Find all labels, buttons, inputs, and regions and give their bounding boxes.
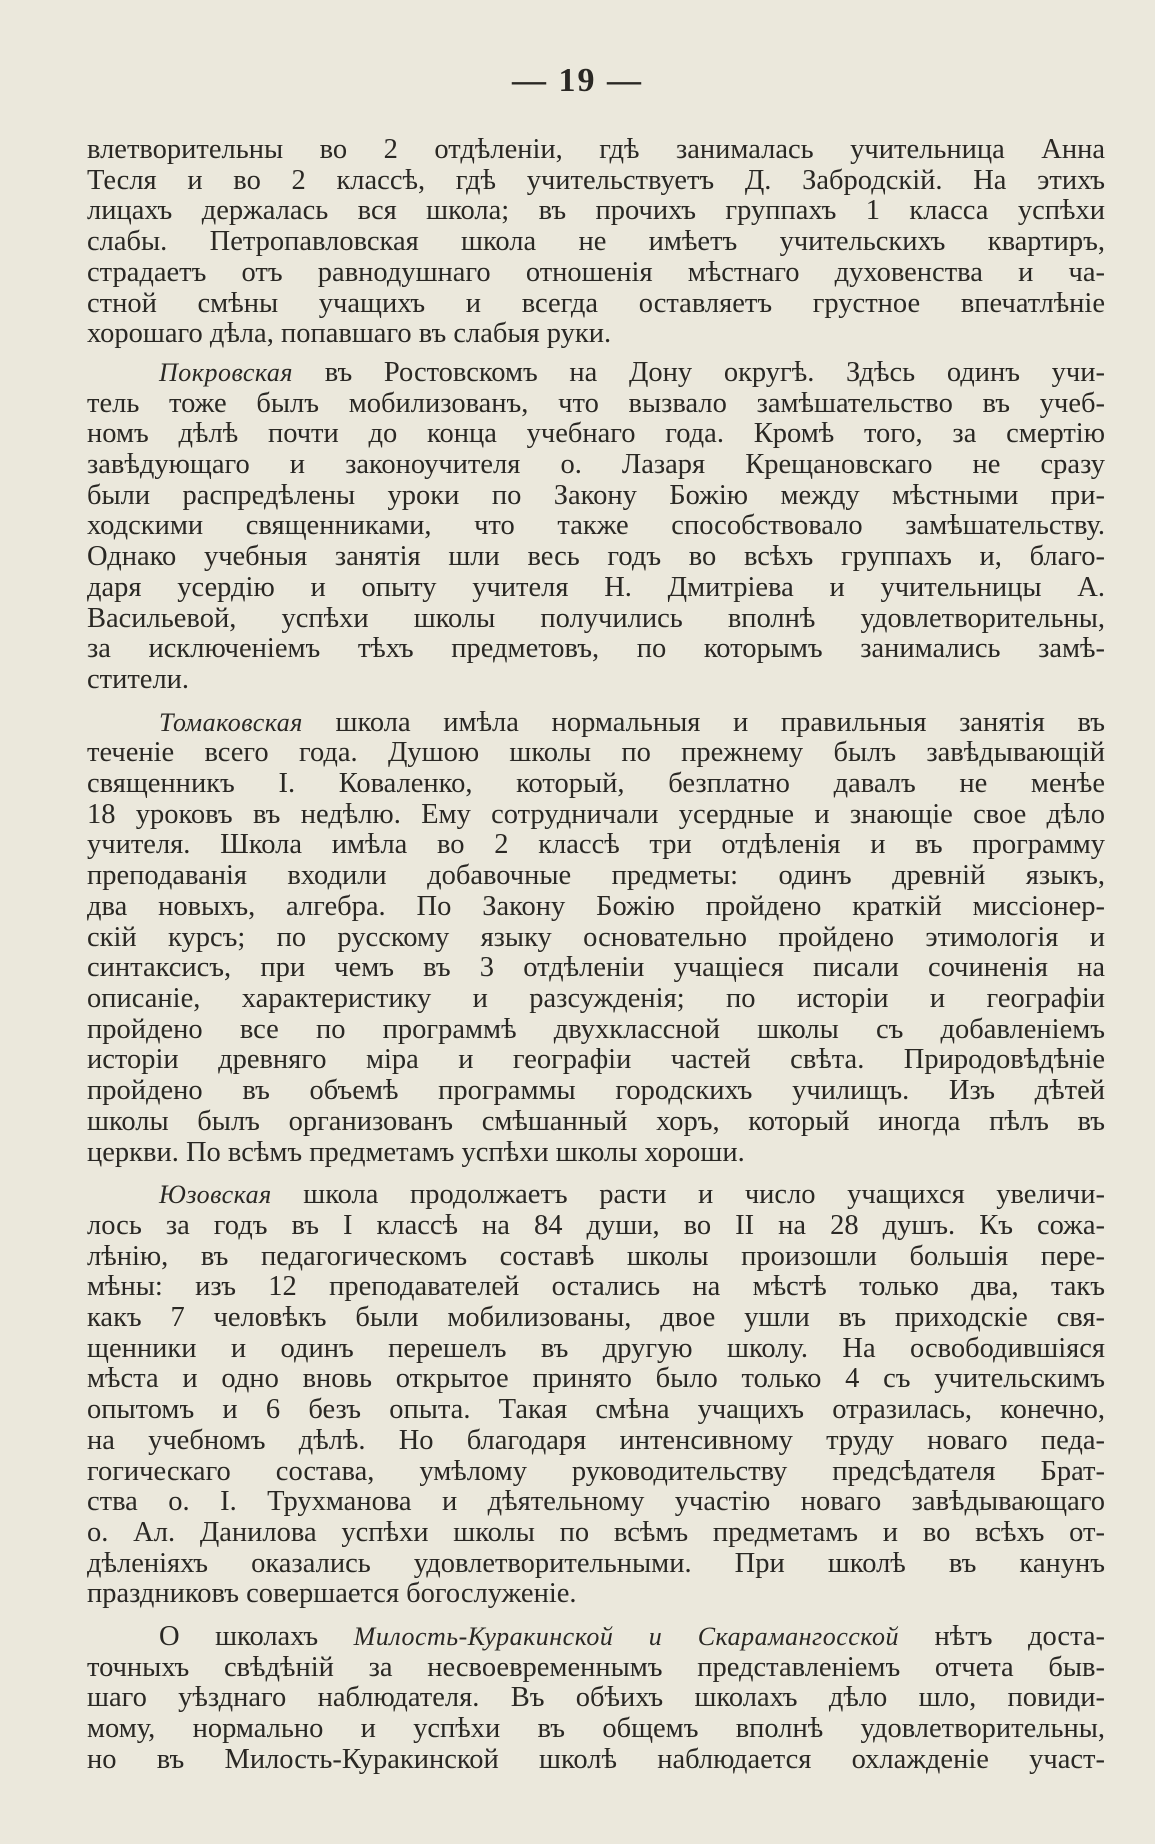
text-line <box>87 1180 1105 1211</box>
text-line: влетворительны во 2 отдѣленіи, гдѣ занималась учительница Анна <box>87 134 1105 165</box>
text-line: лѣнію, въ педагогическомъ составѣ школы произошли большія пере- <box>87 1240 1105 1272</box>
text-line <box>87 708 1105 739</box>
text-line: но въ Милость-Куракинской школѣ наблюдается охлажденіе участ- <box>87 1743 1105 1775</box>
paragraph-yuzovskaya <box>87 1180 1105 1610</box>
text-line: дѣленіяхъ оказались удовлетворительными. При школѣ въ канунъ <box>87 1547 1105 1579</box>
text-line: ства о. І. Трухманова и дѣятельному участію новаго завѣдывающаго <box>87 1486 1105 1518</box>
text-fragment: школа имѣла нормальныя и правильныя занятія въ <box>335 706 1106 738</box>
page-number: — 19 — <box>512 62 643 99</box>
paragraph-pokrovskaya <box>87 358 1105 696</box>
text-line: школы былъ организованъ смѣшанный хоръ, который иногда пѣлъ въ <box>87 1105 1105 1137</box>
text-line: шаго уѣзднаго наблюдателя. Въ обѣихъ школахъ дѣло шло, повиди- <box>87 1682 1105 1714</box>
text-line: священникъ І. Коваленко, который, безплатно давалъ не менѣе <box>87 768 1105 800</box>
text-line: номъ дѣлѣ почти до конца учебнаго года. Кромѣ того, за смертію <box>87 418 1105 450</box>
text-line: о. Ал. Данилова успѣхи школы по всѣмъ предметамъ и во всѣхъ от- <box>87 1516 1105 1548</box>
text-fragment: школа продолжаетъ расти и число учащихся увеличи- <box>303 1179 1106 1211</box>
text-line: опытомъ и 6 безъ опыта. Такая смѣна учащихъ отразилась, конечно, <box>87 1394 1105 1426</box>
text-line: какъ 7 человѣкъ были мобилизованы, двое ушли въ приходскіе свя- <box>87 1302 1105 1334</box>
text-line: гогическаго состава, умѣлому руководительству предсѣдателя Брат- <box>87 1455 1105 1487</box>
text-line <box>87 358 1105 389</box>
school-name: Юзовская <box>159 1180 272 1210</box>
text-line: скій курсъ; по русскому языку основательно пройдено этимологія и <box>87 921 1105 953</box>
text-line: преподаванія входили добавочные предметы: одинъ древній языкъ, <box>87 860 1105 892</box>
school-name: Милость-Куракинской и Скарамангосской <box>353 1622 899 1652</box>
text-line: стители. <box>87 663 190 695</box>
text-line: лицахъ держалась вся школа; въ прочихъ группахъ 1 класса успѣхи <box>87 195 1105 227</box>
text-line: на учебномъ дѣлѣ. Но благодаря интенсивному труду новаго педа- <box>87 1424 1105 1456</box>
text-line: праздниковъ совершается богослуженіе. <box>87 1578 577 1610</box>
text-line: хорошаго дѣла, попавшаго въ слабыя руки. <box>87 318 612 350</box>
text-line: мому, нормально и успѣхи въ общемъ вполнѣ удовлетворительны, <box>87 1713 1105 1745</box>
text-line: синтаксисъ, при чемъ въ 3 отдѣленіи учащіеся писали сочиненія на <box>87 952 1105 984</box>
text-line: теченіе всего года. Душою школы по прежнему былъ завѣдывающій <box>87 737 1105 769</box>
school-name: Покровская <box>159 357 294 387</box>
text-line: даря усердію и опыту учителя Н. Дмитріева и учительницы А. <box>87 571 1105 603</box>
text-line: 18 уроковъ въ недѣлю. Ему сотрудничали усердные и знающіе свое дѣло <box>87 798 1105 830</box>
text-line: два новыхъ, алгебра. По Закону Божію пройдено краткій миссіонер- <box>87 890 1105 922</box>
paragraph-tomakovskaya <box>87 708 1105 1169</box>
text-line: Тесля и во 2 классѣ, гдѣ учительствуетъ Д. Забродскій. На этихъ <box>87 164 1105 196</box>
text-line: за исключеніемъ тѣхъ предметовъ, по которымъ занимались замѣ- <box>87 633 1105 665</box>
text-line: были распредѣлены уроки по Закону Божію между мѣстными при- <box>87 479 1105 511</box>
text-fragment: О школахъ <box>159 1621 319 1653</box>
school-name: Томаковская <box>159 707 303 737</box>
paragraph-petropavlovskaya <box>87 135 1105 350</box>
text-line: пройдено въ объемѣ программы городскихъ училищъ. Изъ дѣтей <box>87 1075 1105 1107</box>
text-line: страдаетъ отъ равнодушнаго отношенія мѣстнаго духовенства и ча- <box>87 256 1105 288</box>
text-line: Васильевой, успѣхи школы получились вполнѣ удовлетворительны, <box>87 602 1105 634</box>
text-line: пройдено все по программѣ двухклассной школы съ добавленіемъ <box>87 1013 1105 1045</box>
text-line: ходскими священниками, что также способствовало замѣшательству. <box>87 510 1105 542</box>
text-line: мѣны: изъ 12 преподавателей остались на мѣстѣ только два, такъ <box>87 1271 1105 1303</box>
paragraph-milost-kurakinskaya <box>87 1622 1105 1776</box>
text-body <box>87 135 1105 1776</box>
text-line: церкви. По всѣмъ предметамъ успѣхи школы хороши. <box>87 1136 745 1168</box>
text-line: Однако учебныя занятія шли весь годъ во всѣхъ группахъ и, благо- <box>87 541 1105 573</box>
text-line: исторіи древняго міра и географіи частей свѣта. Природовѣдѣніе <box>87 1044 1105 1076</box>
text-line: стной смѣны учащихъ и всегда оставляетъ грустное впечатлѣніе <box>87 287 1105 319</box>
text-line: учителя. Школа имѣла во 2 классѣ три отдѣленія и въ программу <box>87 829 1105 861</box>
text-fragment: въ Ростовскомъ на Дону округѣ. Здѣсь одинъ учи- <box>324 356 1105 388</box>
text-line <box>87 1622 1105 1653</box>
text-line: тель тоже былъ мобилизованъ, что вызвало замѣшательство въ учеб- <box>87 387 1105 419</box>
text-line: завѣдующаго и законоучителя о. Лазаря Крещановскаго не сразу <box>87 449 1105 481</box>
text-line: точныхъ свѣдѣній за несвоевременнымъ представленіемъ отчета быв- <box>87 1651 1105 1683</box>
text-fragment: нѣтъ доста- <box>934 1621 1106 1653</box>
text-line: описаніе, характеристику и разсужденія; по исторіи и географіи <box>87 982 1105 1014</box>
text-line: слабы. Петропавловская школа не имѣетъ учительскихъ квартиръ, <box>87 226 1105 258</box>
text-line: щенники и одинъ перешелъ въ другую школу. На освободившіяся <box>87 1332 1105 1364</box>
text-line: лось за годъ въ I классѣ на 84 души, во II на 28 душъ. Къ сожа- <box>87 1209 1105 1241</box>
text-line: мѣста и одно вновь открытое принято было только 4 съ учительскимъ <box>87 1363 1105 1395</box>
